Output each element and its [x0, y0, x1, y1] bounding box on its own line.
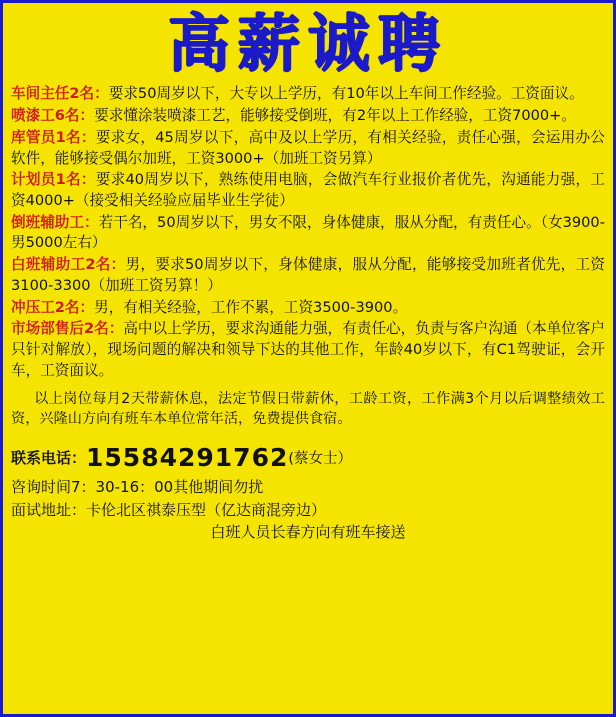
phone-contact-person: (蔡女士）	[288, 450, 353, 467]
list-item	[11, 255, 605, 296]
benefits-note-text: 以上岗位每月2天带薪休息，法定节假日带薪休，工龄工资，工作满3个月以后调整绩效工资，兴隆山方向有班车本单位常年活，免费提供食宿。	[11, 390, 605, 428]
phone-row	[11, 439, 605, 477]
list-item	[11, 128, 605, 169]
phone-number[interactable]: 15584291762	[86, 442, 289, 472]
job-role: 喷漆工6名：	[11, 107, 95, 125]
list-item	[11, 319, 605, 381]
shuttle-row: 白班人员长春方向有班车接送	[210, 523, 406, 542]
list-item	[11, 213, 605, 254]
job-desc: 男，要求50周岁以下，身体健康，服从分配，能够接受加班者优先，工资3100-3300（加班工资另算！）	[11, 256, 606, 294]
job-role: 倒班辅助工：	[11, 213, 99, 231]
job-role: 车间主任2名：	[11, 85, 109, 103]
job-desc: 要求40周岁以下，熟练使用电脑，会做汽车行业报价者优先，沟通能力强，工资4000+（接受相关经验应届毕业生学徒）	[11, 171, 606, 210]
list-item	[11, 84, 605, 105]
address-label: 面试地址：	[11, 500, 87, 519]
job-list	[3, 80, 613, 543]
address-row	[11, 499, 605, 522]
job-desc: 要求女，45周岁以下，高中及以上学历，有相关经验，责任心强，会运用办公软件，能够接受偶尔加班，工资3000+（加班工资另算）	[11, 128, 606, 167]
job-role: 冲压工2名：	[11, 298, 95, 316]
job-desc: 要求50周岁以下，大专以上学历，有10年以上车间工作经验。工资面议。	[108, 85, 584, 103]
list-item	[11, 298, 605, 319]
poster-title-band	[3, 3, 613, 80]
job-role: 计划员1名：	[11, 171, 96, 189]
job-desc: 要求懂涂装喷漆工艺，能够接受倒班，有2年以上工作经验，工资7000+。	[94, 107, 576, 125]
address-value: 卡伦北区祺泰压型（亿达商混旁边）	[86, 500, 327, 519]
job-desc: 若干名，50周岁以下，男女不限，身体健康，服从分配，有责任心。（女3900-男5000左右）	[11, 213, 605, 252]
job-desc: 高中以上学历，要求沟通能力强，有责任心，负责与客户沟通（本单位客户只针对解放），现场问题的解决和领导下达的其他工作，年龄40岁以下，有C1驾驶证，会开车，工资面议。	[11, 320, 605, 379]
benefits-note	[11, 389, 605, 430]
job-desc: 男，有相关经验，工作不累，工资3500-3900。	[94, 298, 408, 316]
job-role: 库管员1名：	[11, 128, 96, 146]
phone-label: 联系电话：	[11, 448, 87, 467]
job-role: 白班辅助工2名：	[11, 256, 126, 274]
page-title: 高薪诚聘	[167, 7, 448, 80]
list-item	[11, 106, 605, 127]
hours-row: 咨询时间7：30-16：00其他期间勿扰	[11, 478, 264, 497]
job-role: 市场部售后2名：	[11, 320, 124, 338]
contact-block	[11, 439, 605, 544]
list-item	[11, 170, 605, 211]
